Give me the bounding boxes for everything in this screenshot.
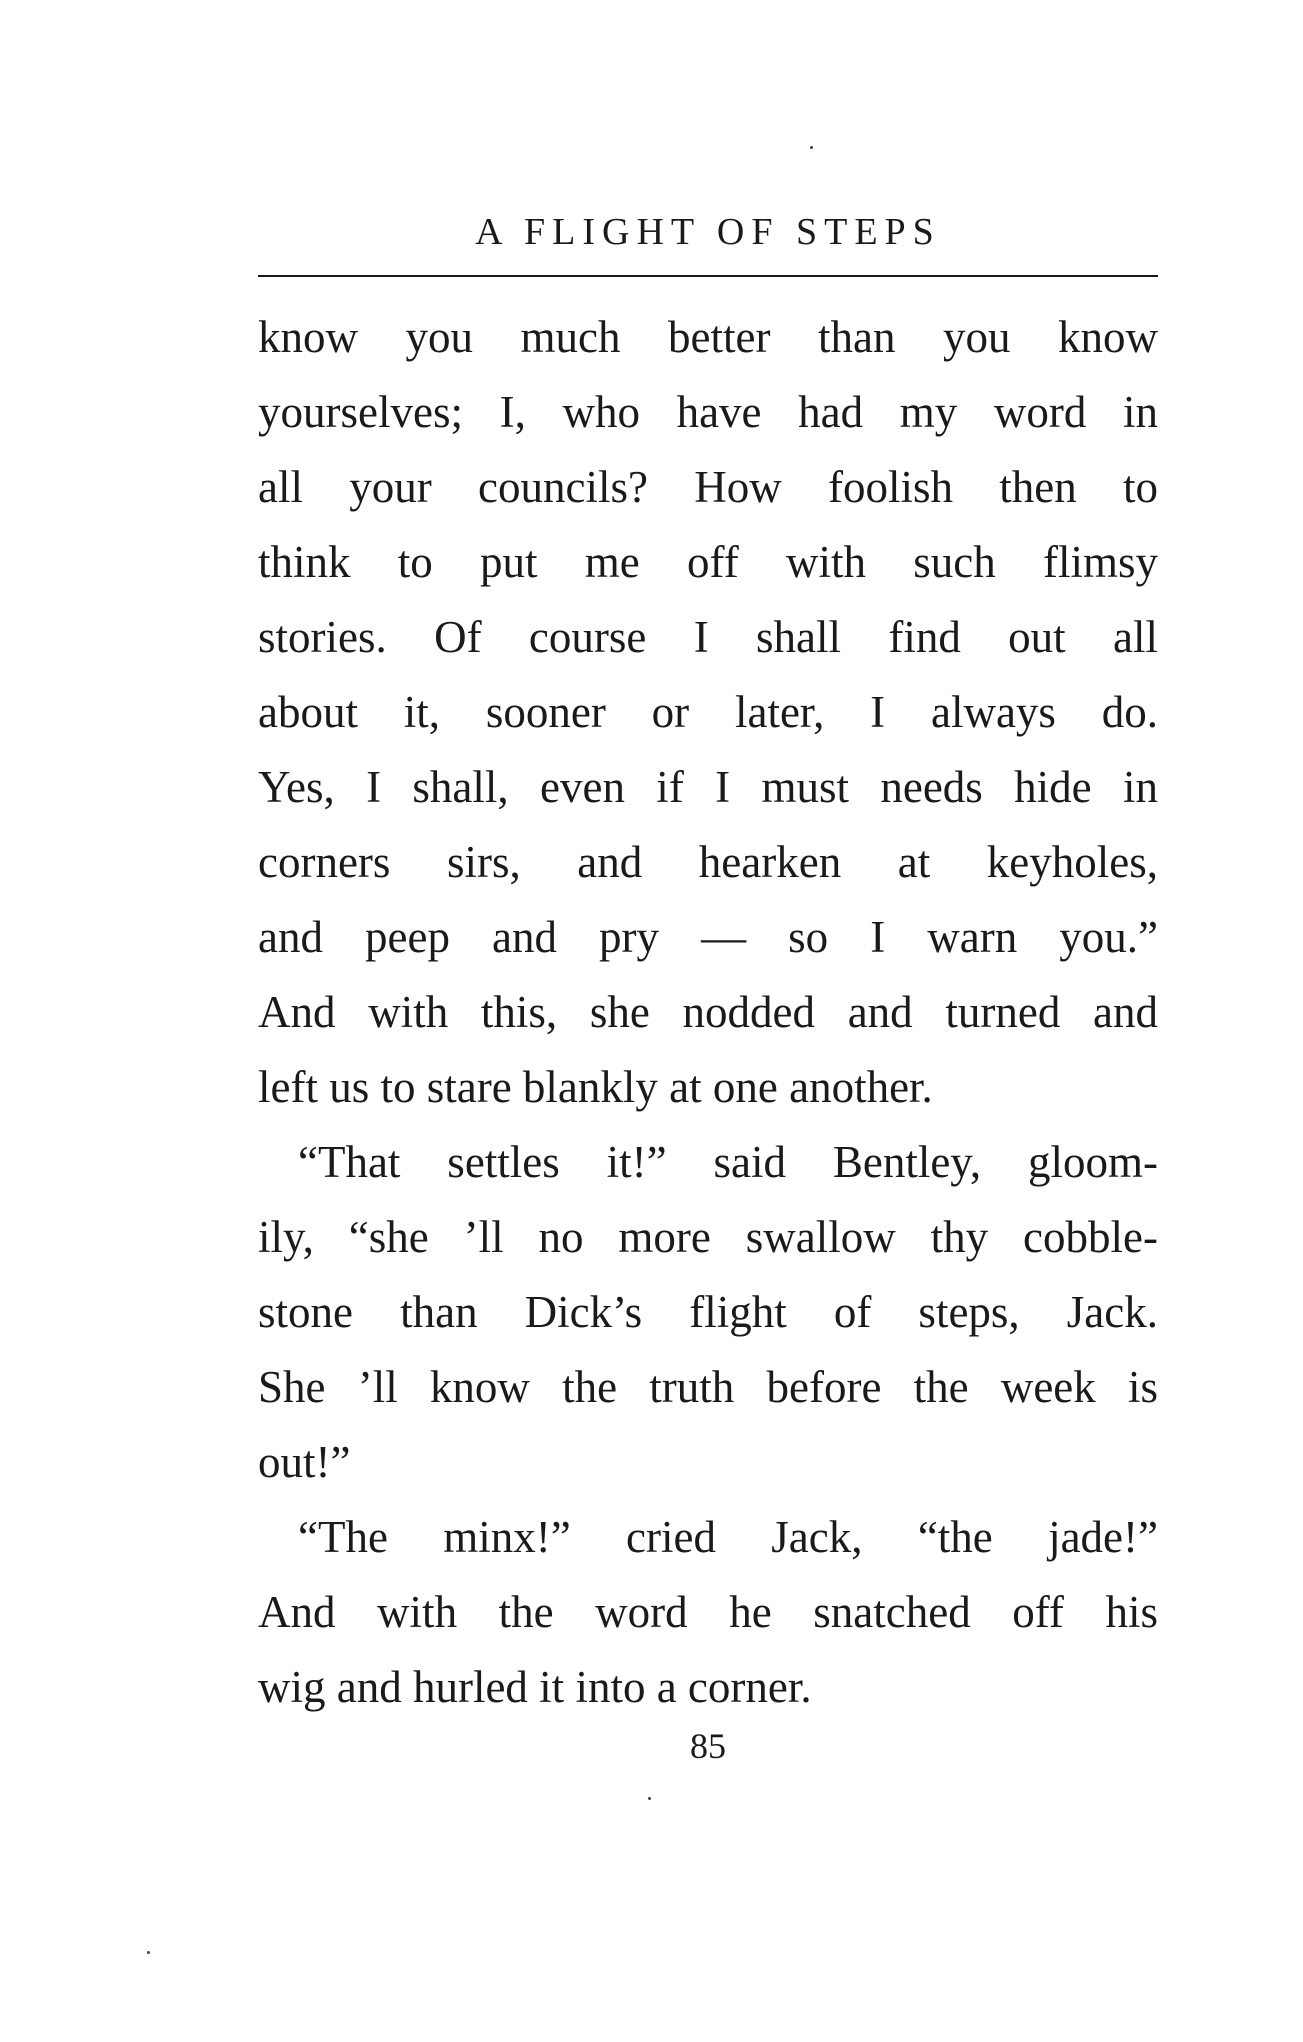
paper-speck xyxy=(810,146,813,149)
text-line: stone than Dick’s flight of steps, Jack. xyxy=(258,1287,1158,1337)
paper-speck xyxy=(147,1951,150,1954)
text-line: and peep and pry — so I warn you.” xyxy=(258,912,1158,962)
text-line: “That settles it!” said Bentley, gloom- xyxy=(298,1137,1158,1187)
text-line: left us to stare blankly at one another. xyxy=(258,1062,933,1112)
text-line: And with the word he snatched off his xyxy=(258,1587,1158,1637)
running-head: A FLIGHT OF STEPS xyxy=(475,211,941,253)
text-line: all your councils? How foolish then to xyxy=(258,462,1158,512)
page-number: 85 xyxy=(690,1726,726,1766)
text-line: “The minx!” cried Jack, “the jade!” xyxy=(298,1512,1158,1562)
text-line: out!” xyxy=(258,1437,351,1487)
header-rule xyxy=(258,275,1158,277)
text-line: about it, sooner or later, I always do. xyxy=(258,687,1158,737)
text-line: stories. Of course I shall find out all xyxy=(258,612,1158,662)
text-line: think to put me off with such flimsy xyxy=(258,537,1158,587)
paper-speck xyxy=(648,1797,651,1800)
text-line: ily, “she ’ll no more swallow thy cobble- xyxy=(258,1212,1158,1262)
body-text xyxy=(258,300,1158,1725)
text-line: yourselves; I, who have had my word in xyxy=(258,387,1158,437)
text-line: She ’ll know the truth before the week is xyxy=(258,1362,1158,1412)
text-line: Yes, I shall, even if I must needs hide in xyxy=(258,762,1158,812)
text-line: And with this, she nodded and turned and xyxy=(258,987,1158,1037)
text-line: wig and hurled it into a corner. xyxy=(258,1662,812,1712)
text-line: corners sirs, and hearken at keyholes, xyxy=(258,837,1158,887)
text-line: know you much better than you know xyxy=(258,312,1158,362)
